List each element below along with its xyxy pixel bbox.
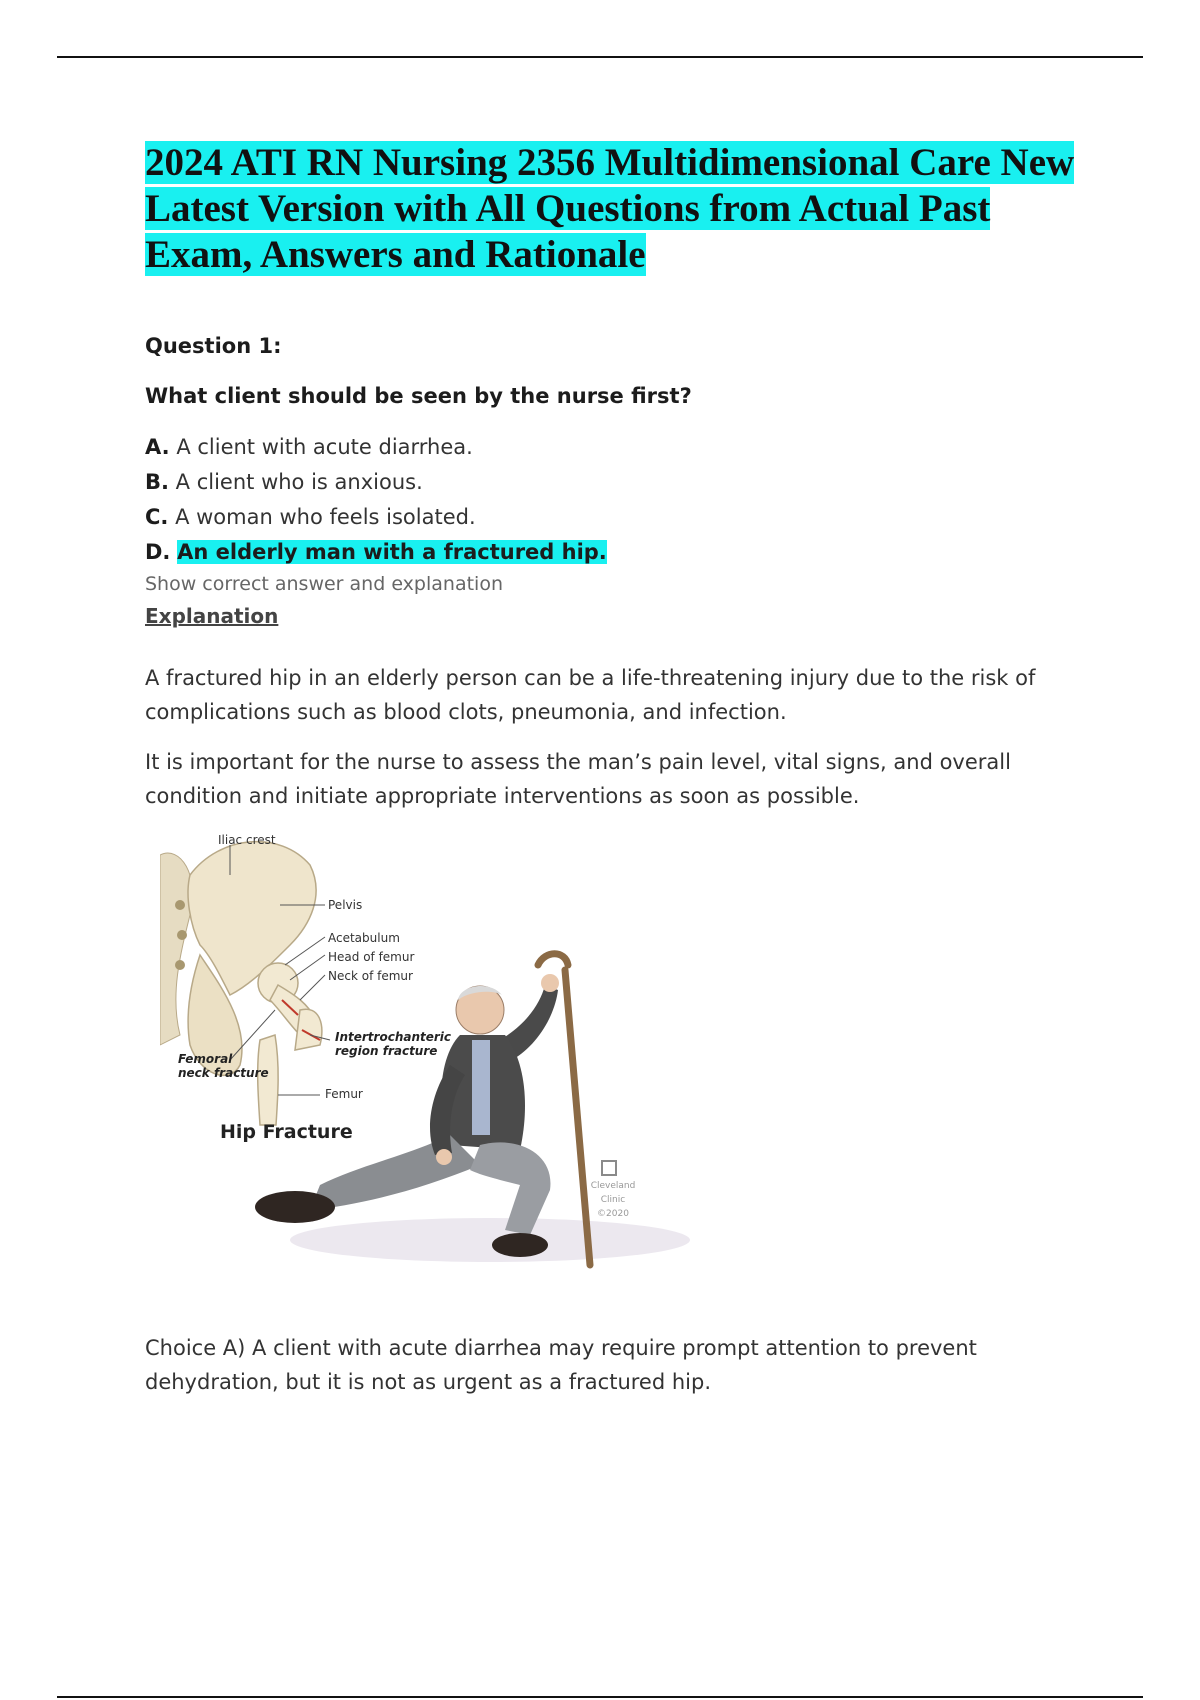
question-number: Question 1: bbox=[145, 334, 282, 358]
label-intertrochanteric-1: Intertrochanteric bbox=[335, 1030, 452, 1044]
label-femur: Femur bbox=[325, 1087, 363, 1101]
option-d-correct: D. An elderly man with a fractured hip. bbox=[145, 540, 607, 564]
option-c: C. A woman who feels isolated. bbox=[145, 505, 476, 529]
top-rule bbox=[57, 56, 1143, 58]
answer-options bbox=[145, 430, 1105, 570]
document-title: 2024 ATI RN Nursing 2356 Multidimensional Care New Latest Version with All Questions from Actual Past Exam, Answers and Rationale bbox=[145, 141, 1075, 276]
explanation-paragraph-3: Choice A) A client with acute diarrhea may require prompt attention to prevent dehydration, but it is not as urgent as a fractured hip. bbox=[145, 1336, 977, 1394]
figure-title: Hip Fracture bbox=[220, 1121, 353, 1143]
label-acetabulum: Acetabulum bbox=[328, 931, 400, 945]
option-b: B. A client who is anxious. bbox=[145, 470, 423, 494]
label-neck-of-femur: Neck of femur bbox=[328, 969, 413, 983]
explanation-heading: Explanation bbox=[145, 604, 279, 628]
label-femoral-2: neck fracture bbox=[178, 1066, 269, 1080]
label-head-of-femur: Head of femur bbox=[328, 950, 415, 964]
label-pelvis: Pelvis bbox=[328, 898, 363, 912]
label-iliac-crest: Iliac crest bbox=[218, 833, 276, 847]
question-text: What client should be seen by the nurse first? bbox=[145, 384, 692, 408]
hip-fracture-illustration bbox=[160, 835, 700, 1305]
label-intertrochanteric-2: region fracture bbox=[335, 1044, 438, 1058]
cleveland-clinic-logo: Cleveland Clinic ©2020 bbox=[590, 1181, 636, 1219]
label-femoral-1: Femoral bbox=[178, 1052, 233, 1066]
show-answer-link[interactable]: Show correct answer and explanation bbox=[145, 573, 503, 595]
bottom-rule bbox=[57, 1696, 1143, 1698]
page-content bbox=[145, 140, 1105, 1399]
option-a: A. A client with acute diarrhea. bbox=[145, 435, 473, 459]
explanation-paragraph-1: A fractured hip in an elderly person can be a life-threatening injury due to the risk of complications such as blood clots, pneumonia, and infection. bbox=[145, 666, 1036, 724]
explanation-paragraph-2: It is important for the nurse to assess the man’s pain level, vital signs, and overall condition and initiate appropriate interventions as soon as possible. bbox=[145, 750, 1011, 808]
